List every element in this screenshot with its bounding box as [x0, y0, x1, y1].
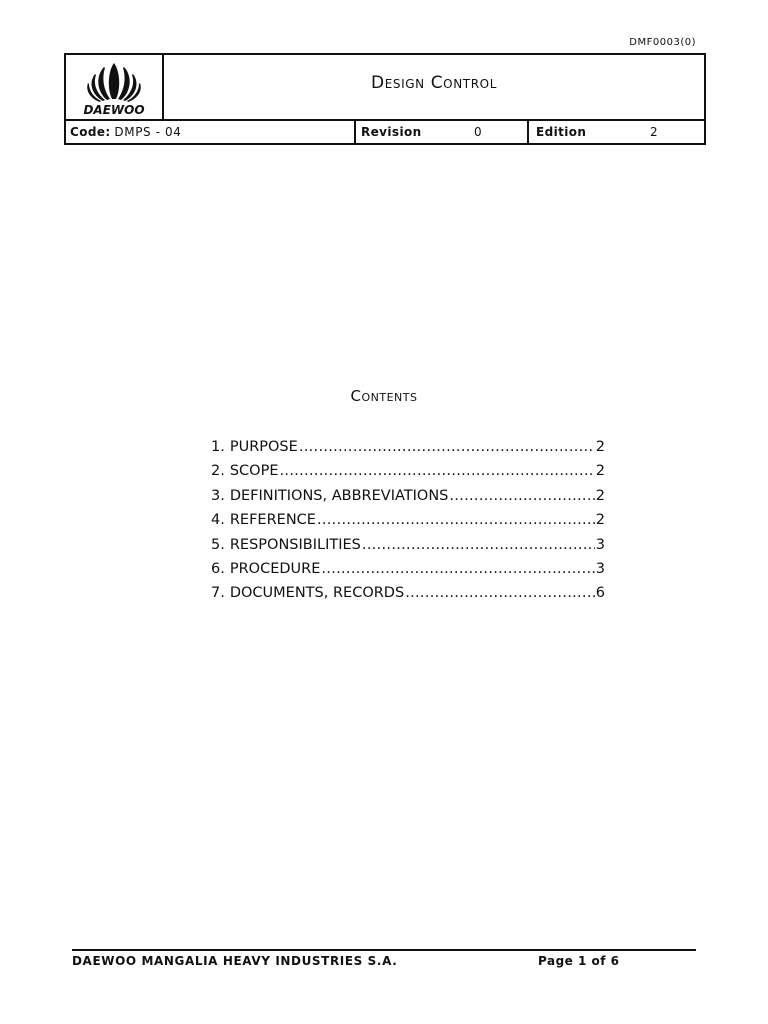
- contents-heading: Contents: [350, 387, 418, 405]
- toc-item-page: 6: [595, 585, 605, 602]
- footer-divider: [72, 949, 696, 951]
- toc-item-title: DEFINITIONS, ABBREVIATIONS: [229, 487, 449, 504]
- toc-leader-dots: [405, 581, 595, 605]
- toc-item-number: 3.: [211, 487, 225, 504]
- toc-item[interactable]: [211, 581, 605, 605]
- edition-cell: [529, 121, 704, 143]
- document-header-table: [64, 53, 706, 145]
- toc-leader-dots: [299, 435, 595, 459]
- toc-item-page: 2: [595, 463, 605, 480]
- toc-item-title: REFERENCE: [229, 512, 316, 529]
- header-top-row: [66, 55, 704, 121]
- edition-label: Edition: [536, 125, 587, 139]
- toc-item-number: 6.: [211, 560, 225, 577]
- toc-item-title: SCOPE: [229, 463, 279, 480]
- edition-value: 2: [650, 125, 659, 139]
- title-cell: [164, 55, 704, 119]
- toc-item-page: 3: [595, 536, 605, 553]
- toc-leader-dots: [449, 484, 594, 508]
- toc-leader-dots: [321, 557, 594, 581]
- toc-item-number: 5.: [211, 536, 225, 553]
- toc-item-number: 7.: [211, 585, 225, 602]
- toc-item[interactable]: [211, 557, 605, 581]
- toc-leader-dots: [362, 533, 595, 557]
- revision-label: Revision: [361, 125, 422, 139]
- toc-item-title: DOCUMENTS, RECORDS: [229, 585, 405, 602]
- logo-wordmark: DAEWOO: [83, 103, 145, 117]
- toc-item-title: RESPONSIBILITIES: [229, 536, 361, 553]
- logo-cell: [66, 55, 164, 119]
- toc-item[interactable]: [211, 484, 605, 508]
- toc-item-title: PURPOSE: [229, 439, 298, 455]
- table-of-contents: [211, 435, 605, 606]
- toc-item[interactable]: [211, 459, 605, 483]
- toc-leader-dots: [280, 459, 595, 483]
- revision-value: 0: [474, 125, 483, 139]
- toc-item-page: 2: [595, 512, 605, 529]
- toc-item[interactable]: [211, 533, 605, 557]
- header-info-row: [66, 121, 704, 143]
- toc-item-number: 1.: [211, 439, 225, 455]
- code-cell: [66, 121, 356, 143]
- toc-item-page: 3: [595, 560, 605, 577]
- code-value: DMPS - 04: [114, 125, 182, 139]
- footer-page-number: Page 1 of 6: [538, 954, 620, 968]
- document-form-id: DMF0003(0): [629, 37, 696, 48]
- toc-item-page: 2: [595, 439, 605, 455]
- document-title: Design Control: [371, 73, 497, 93]
- daewoo-logo-icon: [74, 59, 154, 117]
- toc-item-number: 2.: [211, 463, 225, 480]
- toc-item-number: 4.: [211, 512, 225, 529]
- toc-item-title: PROCEDURE: [229, 560, 321, 577]
- code-label: Code:: [70, 125, 111, 139]
- revision-cell: [356, 121, 529, 143]
- footer-company-name: DAEWOO MANGALIA HEAVY INDUSTRIES S.A.: [72, 954, 398, 968]
- toc-leader-dots: [317, 508, 595, 532]
- toc-item[interactable]: [211, 508, 605, 532]
- toc-item[interactable]: [211, 435, 605, 459]
- toc-item-page: 2: [595, 487, 605, 504]
